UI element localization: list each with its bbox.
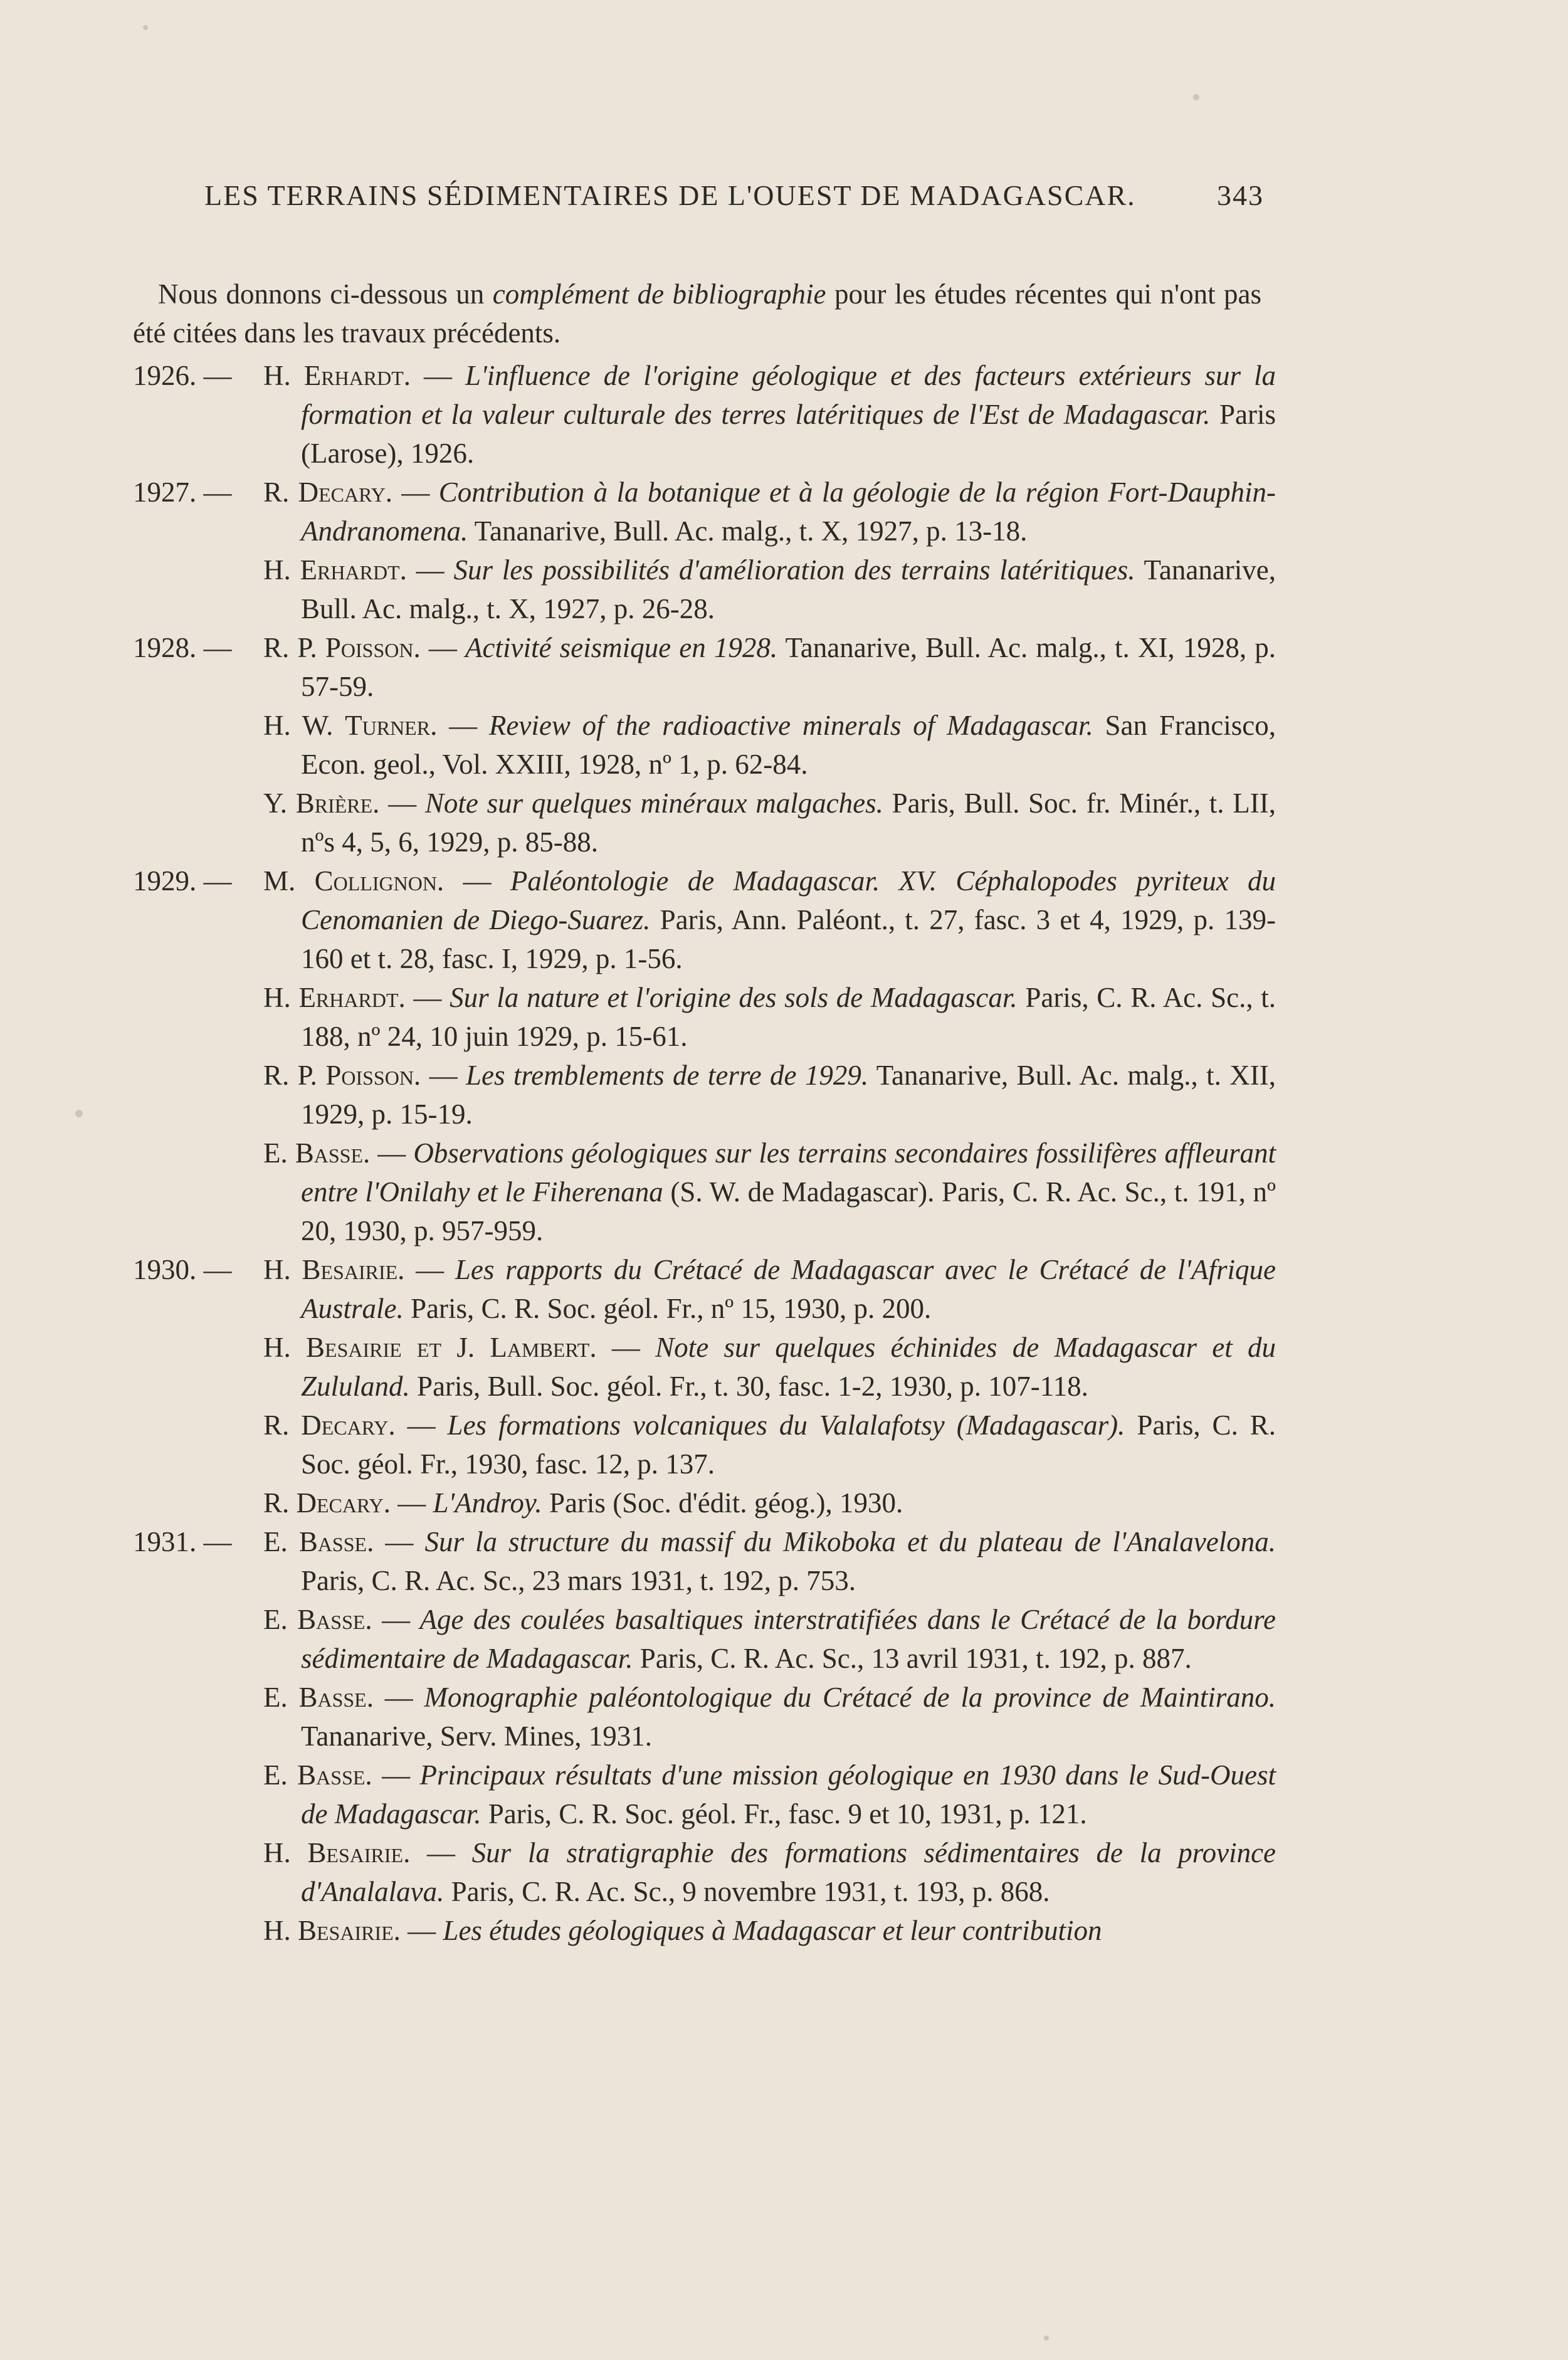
entry-body [263, 861, 1276, 978]
entry-author: Basse. [298, 1526, 374, 1557]
entry-author: Turner. [345, 710, 438, 741]
entry-initial: E. [263, 1526, 288, 1557]
entry-body [263, 1406, 1276, 1483]
entry-dash: — [372, 1759, 420, 1791]
bibliography-entry [0, 628, 1568, 706]
bibliography-entry [0, 356, 1568, 473]
bibliography-entry [0, 1756, 1568, 1833]
entry-body [263, 978, 1276, 1056]
entry-title: Monographie paléontologique du Crétacé de la province de Maintirano. [424, 1682, 1276, 1713]
bibliography-entry [0, 1328, 1568, 1406]
intro-emphasis: complément de bibliographie [492, 278, 826, 310]
entry-body [263, 1328, 1276, 1406]
entry-title: Contribution à la botanique et à la géologie de la région Fort-Dauphin-Andranomena. [301, 477, 1276, 547]
entry-body [263, 1678, 1276, 1756]
entry-initial: R. [263, 1487, 290, 1519]
entry-details: Paris, Bull. Soc. géol. Fr., t. 30, fasc. 1-2, 1930, p. 107-118. [409, 1371, 1088, 1402]
entry-dash: — [420, 632, 466, 663]
bibliography-entry [0, 1250, 1568, 1328]
bibliography-entry [0, 550, 1568, 628]
entry-author: Besairie. [302, 1254, 405, 1285]
entry-author: Besairie et J. Lambert. [306, 1332, 597, 1363]
entry-body [263, 1250, 1276, 1328]
entry-body [263, 1134, 1276, 1250]
entry-title: Note sur quelques échinides de Madagascar et du Zululand. [301, 1332, 1276, 1402]
paper-spot [1044, 2336, 1049, 2341]
paper-spot [143, 25, 148, 30]
entry-author: Basse. [295, 1137, 371, 1169]
entry-body [263, 1056, 1276, 1134]
entry-author: Besairie. [307, 1837, 411, 1868]
entry-details: Tananarive, Serv. Mines, 1931. [301, 1720, 653, 1752]
entry-dash: — [596, 1332, 656, 1363]
entry-initial: E. [263, 1604, 288, 1635]
entry-year: 1927. — [133, 477, 232, 508]
entry-title: Paléontologie de Madagascar. XV. Céphalopodes pyriteux du Cenomanien de Diego-Suarez. [301, 865, 1276, 935]
entry-initial: E. [263, 1759, 288, 1791]
entry-initial: R. P. [263, 632, 317, 663]
entry-author: Basse. [297, 1604, 372, 1635]
entry-dash: — [400, 1915, 443, 1946]
entry-details: Paris, Ann. Paléont., t. 27, fasc. 3 et 4, 1929, p. 139-160 et t. 28, fasc. I, 1929, p. 1-56. [301, 904, 1276, 974]
entry-details: Paris, C. R. Soc. géol. Fr., fasc. 9 et 10, 1931, p. 121. [481, 1798, 1087, 1830]
entry-body [263, 1522, 1276, 1600]
entry-title: Activité seismique en 1928. [465, 632, 778, 663]
entry-title: Principaux résultats d'une mission géologique en 1930 dans le Sud-Ouest de Madagascar. [301, 1759, 1276, 1830]
entry-body [263, 784, 1276, 861]
entry-dash: — [421, 1060, 466, 1091]
entry-title: Observations géologiques sur les terrains secondaires fossilifères affleurant entre l'Onilahy et le Fiherenana [301, 1137, 1276, 1208]
entry-title: Les rapports du Crétacé de Madagascar avec le Crétacé de l'Afrique Australe. [301, 1254, 1276, 1324]
entry-dash: — [410, 1837, 472, 1868]
entry-author: Decary. [298, 477, 393, 508]
bibliography-entry [0, 978, 1568, 1056]
entry-body [263, 473, 1276, 550]
entry-initial: E. [263, 1137, 288, 1169]
entry-dash: — [373, 1682, 424, 1713]
running-title: LES TERRAINS SÉDIMENTAIRES DE L'OUEST DE MADAGASCAR. [204, 179, 1136, 211]
entry-dash: — [404, 1254, 455, 1285]
entry-author: Besairie. [298, 1915, 401, 1946]
entry-dash: — [405, 982, 450, 1013]
entry-details: Paris (Larose), 1926. [301, 399, 1276, 469]
page-number: 343 [1217, 179, 1264, 211]
entry-year: 1931. — [133, 1526, 232, 1557]
entry-author: Basse. [298, 1682, 374, 1713]
entry-details: Tananarive, Bull. Ac. malg., t. XII, 1929, p. 15-19. [301, 1060, 1276, 1130]
entry-title: Review of the radioactive minerals of Madagascar. [488, 710, 1093, 741]
entry-year: 1926. — [133, 360, 232, 391]
entry-details: San Francisco, Econ. geol., Vol. XXIII, 1928, nº 1, p. 62-84. [301, 710, 1276, 780]
entry-details: Tananarive, Bull. Ac. malg., t. XI, 1928, p. 57-59. [301, 632, 1276, 702]
entry-initial: H. W. [263, 710, 334, 741]
entry-dash: — [390, 1487, 433, 1519]
intro-paragraph [133, 275, 1261, 352]
bibliography-entry [0, 706, 1568, 784]
running-head [204, 179, 1264, 212]
entry-title: L'Androy. [433, 1487, 542, 1519]
entry-title: Les tremblements de terre de 1929. [465, 1060, 869, 1091]
entry-body [263, 550, 1276, 628]
entry-dash: — [370, 1137, 414, 1169]
entry-initial: E. [263, 1682, 288, 1713]
entry-dash: — [374, 1526, 425, 1557]
entry-dash: — [395, 1409, 448, 1441]
entry-title: Note sur quelques minéraux malgaches. [424, 788, 883, 819]
entry-author: Poisson. [325, 1060, 421, 1091]
entry-initial: Y. [263, 788, 287, 819]
entry-initial: H. [263, 1254, 291, 1285]
entry-author: Brière. [295, 788, 380, 819]
bibliography-entry [0, 1483, 1568, 1522]
bibliography-entry [0, 861, 1568, 978]
entry-author: Erhardt. [300, 554, 407, 586]
entry-dash: — [392, 477, 439, 508]
entry-initial: R. [263, 1409, 290, 1441]
entry-body [263, 1600, 1276, 1678]
entry-details: Tananarive, Bull. Ac. malg., t. X, 1927, p. 26-28. [301, 554, 1276, 624]
bibliography-entry [0, 1406, 1568, 1483]
entry-details: (S. W. de Madagascar). Paris, C. R. Ac. Sc., t. 191, nº 20, 1930, p. 957-959. [301, 1176, 1276, 1246]
entry-details: Paris, Bull. Soc. fr. Minér., t. LII, nºs 4, 5, 6, 1929, p. 85-88. [301, 788, 1276, 858]
entry-body [263, 356, 1276, 473]
entry-initial: R. [263, 477, 290, 508]
entry-title: Sur la structure du massif du Mikoboka et du plateau de l'Analavelona. [424, 1526, 1276, 1557]
entry-dash: — [437, 710, 489, 741]
entry-body [263, 1483, 1276, 1522]
entry-initial: H. [263, 554, 291, 586]
entry-details: Paris, C. R. Ac. Sc., t. 188, nº 24, 10 juin 1929, p. 15-61. [301, 982, 1276, 1052]
entry-author: Collignon. [314, 865, 445, 897]
bibliography-entry [0, 1600, 1568, 1678]
entry-initial: H. [263, 1915, 291, 1946]
entry-initial: H. [263, 1837, 291, 1868]
bibliography-entry [0, 1134, 1568, 1250]
bibliography-entry [0, 1678, 1568, 1756]
entry-dash: — [406, 554, 454, 586]
entry-body [263, 1911, 1276, 1950]
bibliography-entry [0, 1911, 1568, 1950]
entry-details: Paris (Soc. d'édit. géog.), 1930. [542, 1487, 903, 1519]
paper-spot [1193, 94, 1199, 100]
entry-author: Poisson. [325, 632, 421, 663]
entry-body [263, 1833, 1276, 1911]
entry-author: Decary. [301, 1409, 396, 1441]
bibliography-entry [0, 784, 1568, 861]
entry-title: L'influence de l'origine géologique et des facteurs extérieurs sur la formation et la valeur culturale des terres latéritiques de l'Est de Madagascar. [301, 360, 1276, 430]
entry-details: Tananarive, Bull. Ac. malg., t. X, 1927, p. 13-18. [468, 515, 1028, 547]
entry-initial: R. P. [263, 1060, 317, 1091]
entry-year: 1928. — [133, 632, 232, 663]
entry-body [263, 706, 1276, 784]
entry-author: Decary. [296, 1487, 391, 1519]
entry-title: Les études géologiques à Madagascar et leur contribution [443, 1915, 1102, 1946]
entry-year: 1930. — [133, 1254, 232, 1285]
bibliography-entry [0, 473, 1568, 550]
entry-author: Erhardt. [298, 982, 406, 1013]
intro-text: Nous donnons ci-dessous un [158, 278, 493, 310]
entry-title: Sur les possibilités d'amélioration des terrains latéritiques. [453, 554, 1135, 586]
entry-initial: H. [263, 982, 291, 1013]
entry-title: Sur la stratigraphie des formations sédimentaires de la province d'Analalava. [301, 1837, 1276, 1907]
entry-author: Erhardt. [303, 360, 411, 391]
entry-dash: — [411, 360, 466, 391]
entry-dash: — [379, 788, 425, 819]
entry-details: Paris, C. R. Soc. géol. Fr., 1930, fasc. 12, p. 137. [301, 1409, 1276, 1480]
bibliography-entry [0, 1056, 1568, 1134]
entry-details: Paris, C. R. Ac. Sc., 23 mars 1931, t. 192, p. 753. [301, 1565, 856, 1596]
bibliography-entry [0, 1522, 1568, 1600]
entry-body [263, 628, 1276, 706]
bibliography-entry [0, 1833, 1568, 1911]
entry-dash: — [444, 865, 510, 897]
entry-title: Les formations volcaniques du Valalafotsy (Madagascar). [447, 1409, 1125, 1441]
entry-title: Sur la nature et l'origine des sols de Madagascar. [450, 982, 1018, 1013]
intro-text: pour les études récentes qui n'ont pas été citées dans les travaux précédents. [133, 278, 1261, 349]
entry-title: Age des coulées basaltiques interstratifiées dans le Crétacé de la bordure sédimentaire de Madagascar. [301, 1604, 1276, 1674]
entry-details: Paris, C. R. Soc. géol. Fr., nº 15, 1930, p. 200. [403, 1293, 932, 1324]
entry-initial: M. [263, 865, 296, 897]
entry-dash: — [372, 1604, 420, 1635]
bibliography-list [0, 356, 1568, 1950]
entry-details: Paris, C. R. Ac. Sc., 9 novembre 1931, t. 193, p. 868. [444, 1876, 1050, 1907]
entry-year: 1929. — [133, 865, 232, 897]
entry-initial: H. [263, 1332, 291, 1363]
entry-details: Paris, C. R. Ac. Sc., 13 avril 1931, t. 192, p. 887. [633, 1643, 1192, 1674]
entry-initial: H. [263, 360, 291, 391]
entry-author: Basse. [297, 1759, 372, 1791]
entry-body [263, 1756, 1276, 1833]
